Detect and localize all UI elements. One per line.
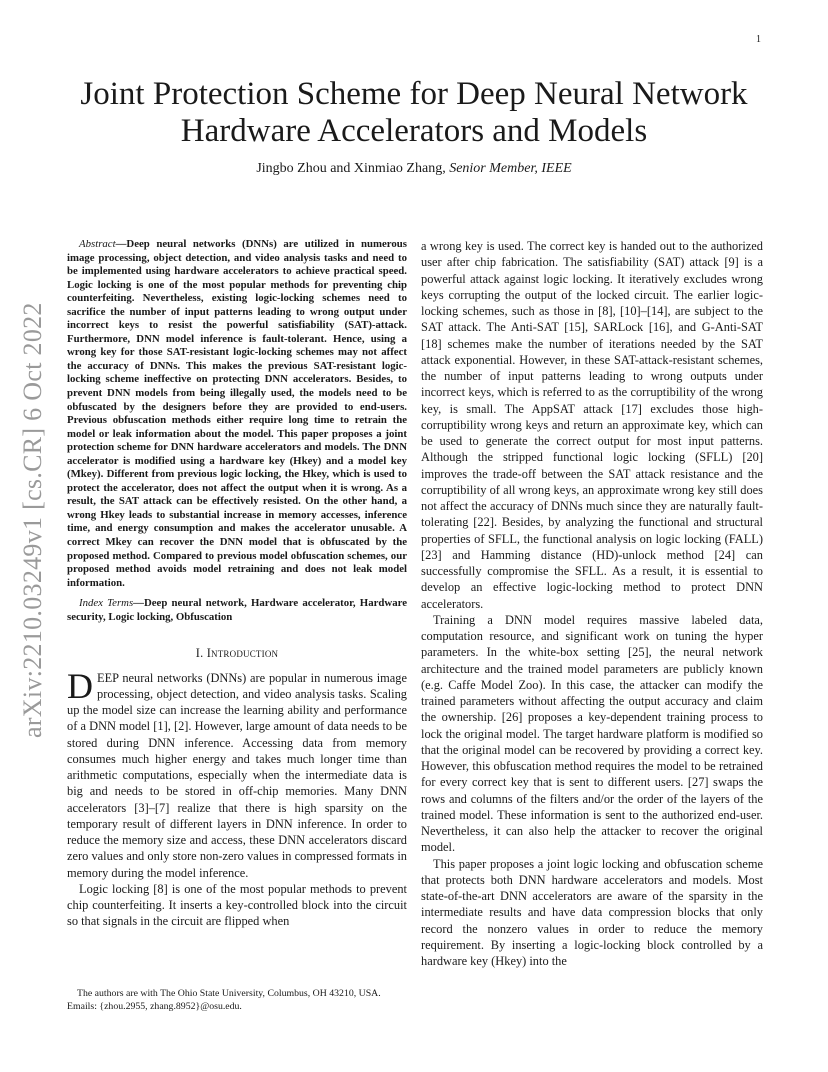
arxiv-watermark-text: arXiv:2210.03249v1 [cs.CR] 6 Oct 2022: [18, 302, 47, 738]
author-names: Jingbo Zhou and Xinmiao Zhang,: [256, 161, 446, 176]
section-heading: [67, 645, 407, 661]
abstract-body: —Deep neural networks (DNNs) are utilized in numerous image processing, object detection, and video analysis tasks and need to be implemented using hardware accelerators to achieve practical speed. Logic locking is one of the most popular methods for preventing chip counterfeiting. Nevertheless, existing logic-locking schemes need to sacrifice the number of input patterns leading to wrong output under incorrect keys to resist the powerful satisfiability (SAT)-attack. Furthermore, DNN model inference is fault-tolerant. Hence, using a wrong key for those SAT-resistant logic-locking schemes may not affect the accuracy of DNNs. This makes the previous SAT-resistant logic-locking scheme ineffective on protecting DNN accelerators. Besides, to prevent DNN models from being illegally used, the models need to be obfuscated by the designers before they are provided to end-users. Previous obfuscation methods either require long time to retrain the model or leak information about the model. This paper proposes a joint protection scheme for DNN hardware accelerators and models. The DNN accelerator is modified using a hardware key (Hkey) and a model key (Mkey). Different from previous logic locking, the Hkey, which is used to protect the accelerator, does not affect the output when it is wrong. As a result, the SAT attack can be effectively resisted. On the other hand, a wrong Hkey leads to substantial increase in memory accesses, inference time, and energy consumption and makes the accelerator unusable. A correct Mkey can recover the DNN model that is obfuscated by the proposed method. Compared to previous model obfuscation schemes, our proposed method avoids model retraining and does not leak model information.: [67, 238, 407, 589]
intro-paragraph-2: Logic locking [8] is one of the most popular methods to prevent chip counterfeiting. It inserts a key-controlled block into the circuit so that signals in the circuit are flipped when: [67, 881, 407, 929]
right-paragraph-2: Training a DNN model requires massive labeled data, computation resource, and significant work on tuning the hyper parameters. In the white-box setting [25], the neural network architecture and the trained model parameters are publicly known (e.g. Caffe Model Zoo). In this case, the attacker can modify the trained parameters without affecting the output accuracy and claim the ownership. [26] proposes a key-dependent training process to lock the original model. The target hardware platform is modified so that the original model can be recovered by providing a correct key. However, this obfuscation method requires the model to be retrained for every correct key that is sent to different users. [27] swaps the rows and columns of the filters and/or the order of the layers of the trained model. These information is sent to the authorized end-user. Nevertheless, it can also help the attacker to recover the original model.: [421, 612, 763, 855]
index-terms: [67, 597, 407, 624]
author-role: Senior Member, IEEE: [449, 161, 572, 176]
section-title: Introduction: [206, 646, 279, 661]
section-number: I.: [195, 646, 204, 661]
paper-title: Joint Protection Scheme for Deep Neural Network Hardware Accelerators and Models: [80, 76, 748, 149]
right-paragraph-1: a wrong key is used. The correct key is handed out to the authorized user after chip fabrication. The satisfiability (SAT) attack [9] is a powerful attack against logic locking. It iteratively excludes wrong keys corrupting the output of the locked circuit. The earlier logic-locking schemes, such as those in [8], [10]–[14], are subject to the SAT attack. The Anti-SAT [15], SARLock [16], and G-Anti-SAT [18] schemes make the number of iterations needed by the SAT attack exponential. However, in these SAT-attack-resistant schemes, the number of input patterns leading to wrong outputs under incorrect keys, which is referred to as the corruptibility of the wrong key, is small. The AppSAT attack [17] excludes those high-corruptibility wrong keys and return an approximate key, which can be used to generate the correct output for most input patterns. Although the stripped functional logic locking (SFLL) [20] improves the trade-off between the SAT attack resistance and the corruptibility of all wrong keys, an approximate wrong key still does not affect the accuracy of DNNs much since they are naturally fault-tolerating [22]. Besides, by analyzing the functional and structural properties of SFLL, the functional analysis on logic locking (FALL) [23] and Hamming distance (HD)-unlock method [24] can successfully compromise the SFLL. As a result, it is essential to develop an effective logic-locking method to protect DNN accelerators.: [421, 239, 763, 611]
abstract: [67, 238, 407, 590]
intro-paragraph-1-text: EEP neural networks (DNNs) are popular in numerous image processing, object detection, and video analysis tasks. Scaling up the model size can increase the learning ability and performance of a DNN model [1], [2]. However, large amount of data needs to be stored during DNN inference. Accessing data from memory consumes much higher energy and takes much longer time than arithmetic computations, especially when the intermediate data is big and needs to be stored in off-chip memories. Many DNN accelerators [3]–[7] realize that there is high sparsity on the temporary result of different layers in DNN inference. In order to reduce the memory size and access, these DNN accelerators discard zero values and only store non-zero values in compressed formats in memory during the model inference.: [67, 670, 407, 880]
abstract-lead: Abstract: [79, 238, 116, 250]
index-terms-body: —Deep neural network, Hardware accelerator, Hardware security, Logic locking, Obfuscation: [67, 597, 407, 623]
index-terms-lead: Index Terms: [79, 597, 134, 610]
affiliation-footnote: The authors are with The Ohio State University, Columbus, OH 43210, USA. Emails: {zhou.2955, zhang.8952}@osu.edu.: [67, 988, 381, 1012]
arxiv-watermark: [6, 268, 66, 738]
page-number: 1: [756, 34, 761, 45]
intro-paragraph-1: [67, 665, 407, 881]
drop-cap: D: [67, 665, 93, 706]
right-column: [421, 238, 763, 969]
author-line: [40, 161, 788, 177]
right-paragraph-3: This paper proposes a joint logic locking and obfuscation scheme that protects both DNN hardware accelerators and models. Most state-of-the-art DNN accelerators are aware of the sparsity in the intermediate results and have data compression blocks that only record the nonzero values in order to reduce the memory requirement. By inserting a logic-locking block controlled by a hardware key (Hkey) into the: [421, 856, 763, 968]
left-column: [67, 238, 407, 930]
